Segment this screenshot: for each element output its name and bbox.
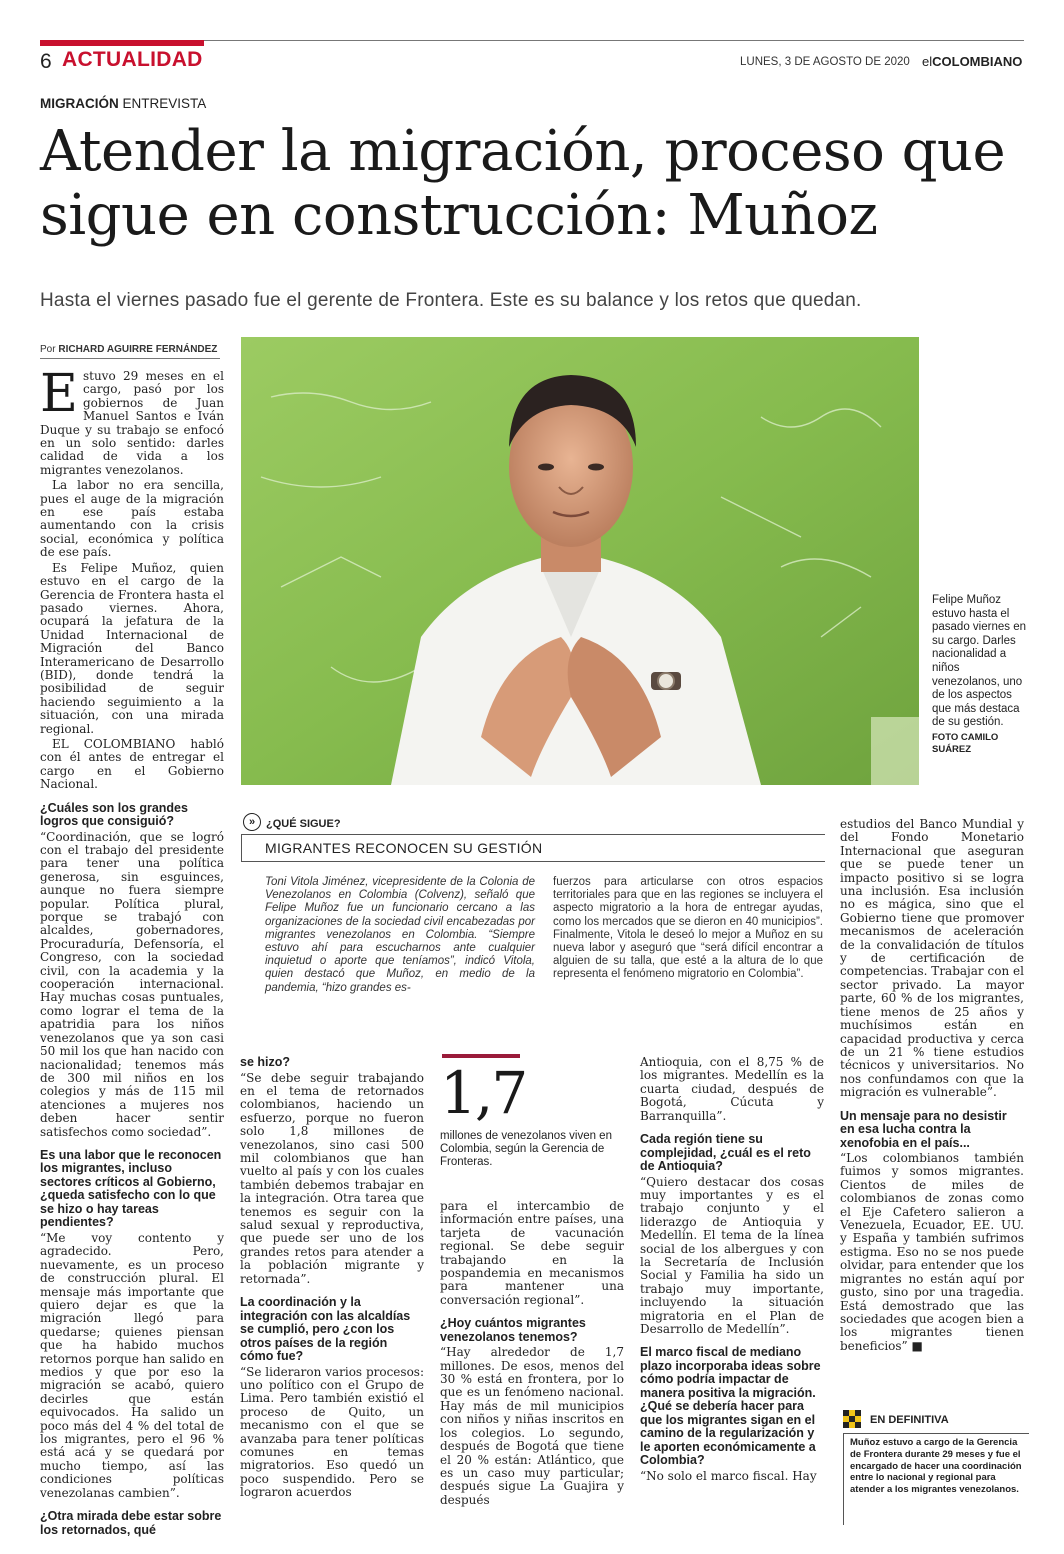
byline-prefix: Por (40, 344, 56, 355)
photo-felipe-munoz (241, 337, 919, 785)
highlight-text: millones de venezolanos viven en Colombia, según la Gerencia de Fronteras. (440, 1130, 612, 1169)
box-rule (241, 834, 825, 835)
double-chevron-icon: » (243, 813, 261, 831)
interview-answer: Antioquia, con el 8,75 % de los migrantes. Medellín es la cuarta ciudad, después de Bogotá, Cúcuta y Barranquilla”. (640, 1055, 824, 1123)
lead-paragraph: Estuvo 29 meses en el cargo, pasó por los gobiernos de Juan Manuel Santos e Iván Duque y su trabajo se enfocó en un solo sentido: darles calidad de vida a los migrantes venezolanos. (40, 364, 224, 477)
interview-question: Un mensaje para no desistir en esa lucha contra la xenofobia en el país... (840, 1108, 1007, 1150)
box-title: MIGRANTES RECONOCEN SU GESTIÓN (265, 840, 543, 856)
box-text-right: fuerzos para articularse con otros espacios territoriales para que en las regiones se incluyera el aspecto migratorio a la hora de entregar ayudas, como los mercados que se dieron en 40 municipios”. Finalmente, Vitola le deseó lo mejor a Muñoz en su nueva labor y aseguró que “será difícil encontrar a alguien de su talla, que esté a la altura de lo que representa el fenómeno migratorio en Colombia”. (553, 876, 823, 981)
photo-credit: FOTO CAMILO SUÁREZ (932, 731, 999, 755)
highlight-bar (442, 1054, 520, 1058)
interview-question: La coordinación y la integración con las alcaldías se cumplió, pero ¿con los otros países de la región cómo fue? (240, 1295, 411, 1363)
caption-text: Felipe Muñoz estuvo hasta el pasado viernes en su cargo. Darles nacionalidad a niños venezolanos, uno de los aspectos que más destaca de su gestión. (932, 594, 1026, 729)
body-column-5 (840, 818, 1024, 1355)
interview-question: Cada región tiene su complejidad, ¿cuál es el reto de Antioquia? (640, 1132, 811, 1174)
interview-question: se hizo? (240, 1055, 291, 1069)
interview-question: Es una labor que le reconocen los migrantes, incluso sectores críticos al Gobierno, ¿queda satisfecho con lo que se hizo o hay tareas pendientes? (40, 1147, 222, 1230)
article-photo (241, 337, 919, 785)
highlight-number: 1,7 (440, 1059, 527, 1127)
definitiva-text: Muñoz estuvo a cargo de la Gerencia de Frontera durante 29 meses y fue el encargado de hacer una coordinación entre lo nacional y regional para atender a los migrantes venezolanos. (850, 1437, 1022, 1496)
box-rule (241, 861, 825, 862)
box-rule (241, 835, 242, 861)
box-text-left: Toni Vitola Jiménez, vicepresidente de la Colonia de Venezolanos en Colombia (Colvenz), señaló que Felipe Muñoz fue un funcionario cercano a las organizaciones de la sociedad civil encabezadas por migrantes venezolanos en Colombia. “Siempre estuvo ahí para escucharnos ante cualquier inquietud o aporte que teníamos”, indicó Vitola, quien destacó que Muñoz, en medio de la pandemia, “hizo grandes es- (265, 876, 535, 994)
section-color-bar (40, 40, 204, 46)
body-paragraph: EL COLOMBIANO habló con él antes de entregar el cargo en el Gobierno Nacional. (40, 736, 224, 792)
brand-name: COLOMBIANO (932, 54, 1023, 69)
interview-answer: “No solo el marco fiscal. Hay (640, 1468, 817, 1483)
interview-answer: “Quiero destacar dos cosas muy importantes y es el trabajo conjunto y el liderazgo de Antioquia y Medellín. El tema de la línea social de los albergues y con la Secretaría de Inclusión Social y Familia ha sido un trabajo muy importante, incluyendo la situación migratoria en el Plan de Desarrollo de Medellín”. (640, 1174, 824, 1336)
interview-answer: “Se debe seguir trabajando en el tema de retornados colombianos, haciendo un esfuerzo, porque no fueron solo 1,8 millones de venezolanos, sino casi 500 mil colombianos que han vuelto al país y con los cuales también debemos trabajar en la integración. Otra tarea que tenemos es seguir con la salud sexual y reproductiva, que puede ser uno de los grandes retos para atender a la población migrante y retornada”. (240, 1070, 424, 1286)
body-paragraph: La labor no era sencilla, pues el auge de la migración en ese país estaba aumentando con la crisis social, económica y política de ese país. (40, 478, 224, 560)
interview-answer: “Se lideraron varios procesos: uno político con el Grupo de Lima. Pero también existió el proceso de Quito, un mecanismo con el que se avanzaba para tener políticas comunes en temas migratorios. Eso quedó un poco suspendido. Pero se lograron acuerdos (240, 1364, 424, 1500)
kicker-type: ENTREVISTA (122, 96, 207, 111)
article-kicker (40, 96, 206, 111)
interview-answer: para el intercambio de información entre países, una tarjeta de vacunación regional. Se debe seguir trabajando en la pospandemia en mecanismos para mantener una conversación regional”. (440, 1199, 624, 1307)
body-column-2 (240, 1056, 424, 1502)
page-number: 6 (40, 50, 52, 73)
body-paragraph: Es Felipe Muñoz, quien estuvo en el cargo de la Gerencia de Frontera hasta el pasado viernes. Ahora, ocupará la jefatura de la Unidad Internacional de Migración del Banco Interamericano de Desarrollo (BID), donde tendrá la posibilidad de seguir haciendo seguimiento a la situación, con una mirada regional. (40, 560, 224, 736)
article-subhead: Hasta el viernes pasado fue el gerente de Frontera. Este es su balance y los retos que quedan. (40, 290, 862, 311)
box-label: ¿QUÉ SIGUE? (266, 818, 341, 830)
headline-line-1: Atender la migración, proceso que (40, 119, 1006, 184)
interview-question: ¿Cuáles son los grandes logros que consiguió? (40, 800, 188, 829)
article-headline (40, 120, 1040, 248)
interview-answer: “Hay alrededor de 1,7 millones. De esos, menos del 30 % está en frontera, por lo que es un fenómeno nacional. Hay más de mil municipios con niños y niñas inscritos en los colegios. Lo segundo, después de Bogotá que tiene el 20 % están: Atlántico, que es un caso muy particular; después sigue La Guajira y después (440, 1345, 624, 1507)
checkered-icon (843, 1410, 861, 1428)
brand-prefix: el (922, 54, 933, 69)
definitiva-rule (843, 1433, 1029, 1434)
definitiva-rule (843, 1433, 844, 1525)
interview-question: El marco fiscal de mediano plazo incorporaba ideas sobre cómo podría impactar de manera positiva la migración. ¿Qué se debería hacer para que los migrantes sigan en el camino de la regularización y le aporten económicamente a Colombia? (640, 1345, 821, 1468)
body-column-3 (440, 1200, 624, 1509)
body-column-1 (40, 364, 224, 1539)
newspaper-brand (922, 54, 1022, 69)
headline-line-2: sigue en construcción: Muñoz (40, 183, 878, 248)
interview-answer: “Me voy contento y agradecido. Pero, nuevamente, es un proceso de construcción plural. El mensaje más importante que quiero dejar es que la migración llegó para quedarse; quienes piensan que ha habido muchos retornos porque han salido en medios y que por eso la migración se acabó, quiero decirles que están equivocados. Ha salido un poco más del 4 % del total de los migrantes, pero el 96 % está acá y se quedará por mucho tiempo, así las condiciones políticas venezolanas cambien”. (40, 1230, 224, 1500)
byline-author: RICHARD AGUIRRE FERNÁNDEZ (58, 344, 218, 355)
section-name: ACTUALIDAD (62, 48, 203, 71)
interview-question: ¿Otra mirada debe estar sobre los retornados, qué (40, 1509, 222, 1537)
body-column-4 (640, 1056, 824, 1485)
photo-caption (932, 594, 1028, 756)
interview-answer: estudios del Banco Mundial y del Fondo Monetario Internacional que aseguran que se puede tener un impacto positivo si se logra una inclusión. Esa inclusión no es mágica, sino que el Gobierno tiene que promover mecanismos de aceleración de la convalidación de títulos y de certificación de competencias. Trabajar con el sector privado. La mayor parte, 60 % de los migrantes, tiene menos de 25 años y muchísimos están en capacidad productiva y cerca de un 21 % tiene estudios técnicos y universitarios. No nos confundamos con que la migración es vulnerable”. (840, 817, 1024, 1100)
header-rule (204, 40, 1024, 41)
checkered-icon-svg (843, 1410, 861, 1428)
interview-answer: “Coordinación, que se logró con el trabajo del presidente para tener una política generosa, sin esguinces, aunque no fuera siempre popular. Política plural, porque se trabajó con alcaldes, gobernadores, Procuraduría, Defensoría, el Congreso, con la sociedad civil, con la academia y la cooperación internacional. Hay muchas cosas puntuales, como lograr el tema de la apatridia para los niños venezolanos que ya son casi 50 mil los que han nacido con nacionalidad; tenemos más de 300 mil niños en los colegios y más de 115 mil atenciones a mujeres nos deben hacer sentir satisfechos como sociedad”. (40, 829, 224, 1139)
publication-date: LUNES, 3 DE AGOSTO DE 2020 (740, 56, 910, 68)
interview-question: ¿Hoy cuántos migrantes venezolanos tenemos? (440, 1316, 586, 1344)
drop-cap: E (40, 364, 78, 424)
byline (40, 344, 220, 355)
kicker-topic: MIGRACIÓN (40, 96, 119, 111)
interview-answer: “Los colombianos también fuimos y somos migrantes. Cientos de miles de colombianos de zonas como el Eje Cafetero salieron a Venezuela, Ecuador, EE. UU. y España y también sufrimos estigma. Eso no se nos puede olvidar, para entender que los migrantes no están aquí por gusto, sino por una tragedia. Está demostrado que las sociedades que acogen bien a los migrantes tienen beneficios” ■ (840, 1151, 1024, 1353)
byline-rule (40, 358, 220, 359)
definitiva-label: EN DEFINITIVA (870, 1414, 949, 1426)
